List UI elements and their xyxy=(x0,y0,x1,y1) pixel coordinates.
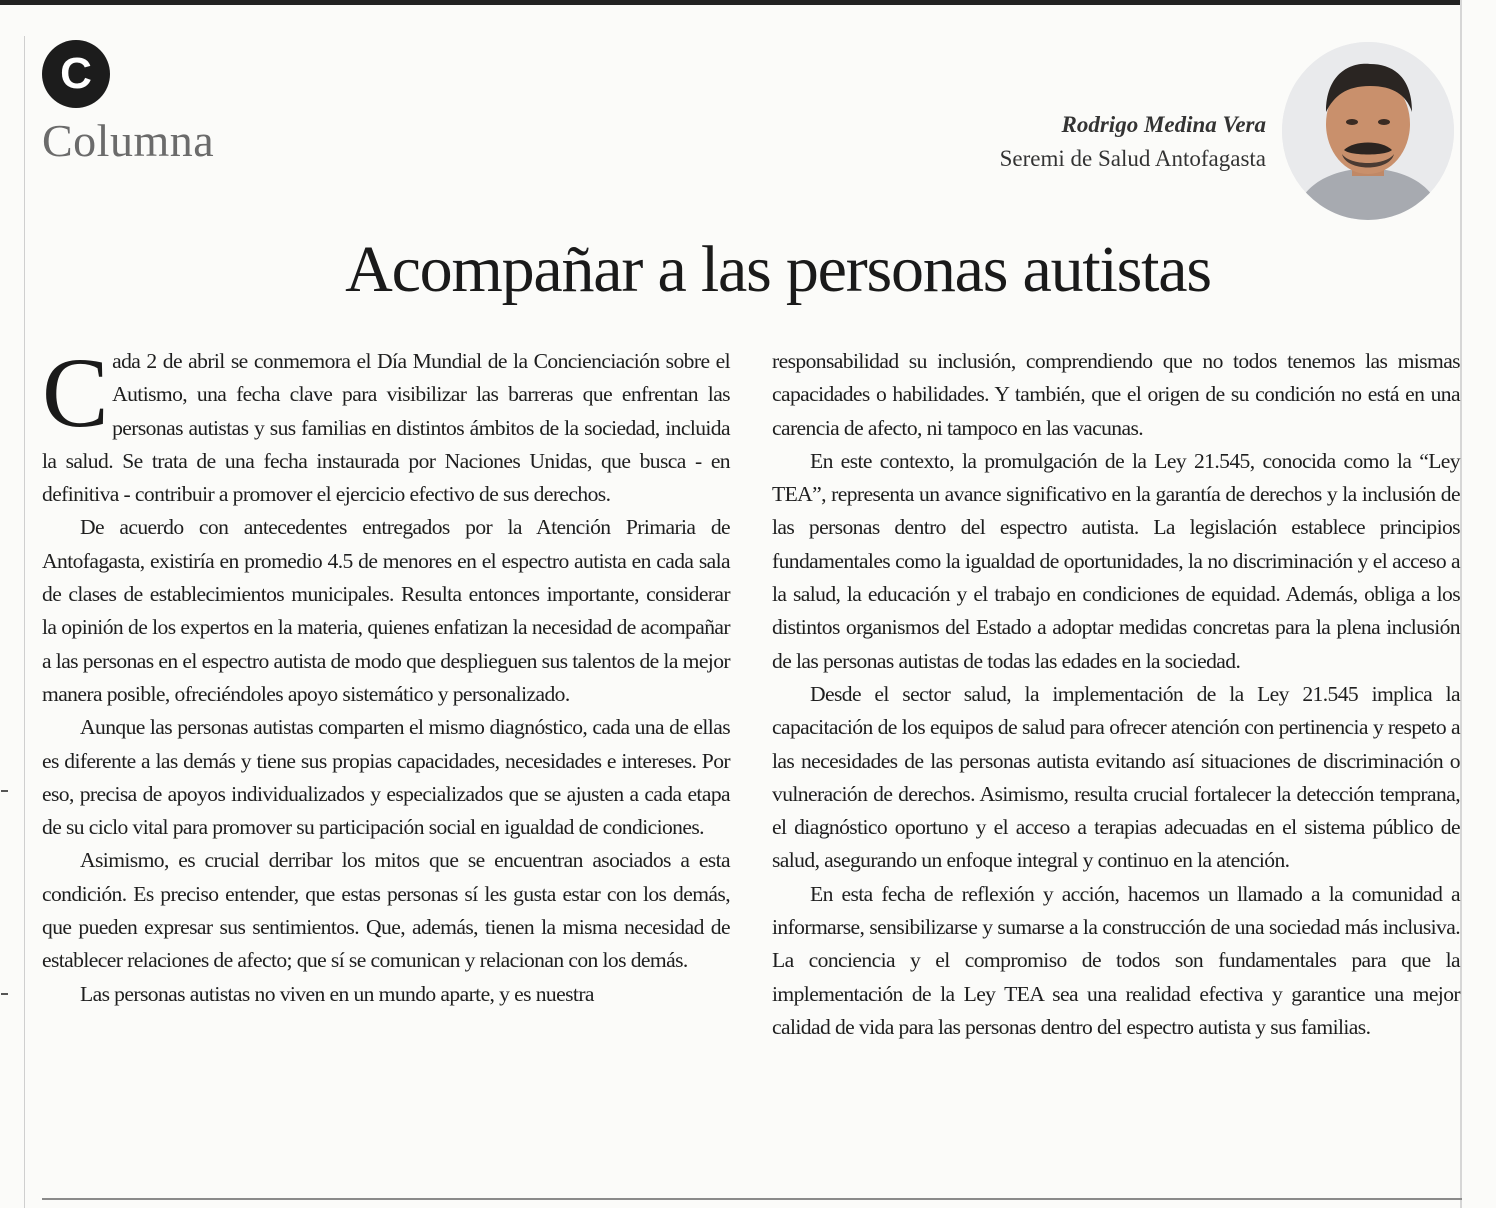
paragraph-5: Las personas autistas no viven en un mundo aparte, y es nuestra xyxy=(80,981,594,1006)
section-title: Columna xyxy=(42,115,215,166)
paragraph-1 xyxy=(42,337,730,511)
paragraph-4: Asimismo, es crucial derribar los mitos que se encuentran asociados a esta condición. Es preciso entender, que estas personas sí les gusta estar con los demás, que pueden expresar sus sentimientos. Que, además, tienen la misma necesidad de establecer relaciones de afecto; que sí se comunican y relacionan con los demás. xyxy=(42,848,730,973)
article-column-1 xyxy=(42,337,730,1011)
author-role: Seremi de Salud Antofagasta xyxy=(999,146,1266,171)
article-headline: Acompañar a las personas autistas xyxy=(345,233,1211,306)
author-portrait-icon xyxy=(1282,42,1454,220)
paragraph-8: En esta fecha de reflexión y acción, hacemos un llamado a la comunidad a informarse, sensibilizarse y sumarse a la construcción de una sociedad más inclusiva. La conciencia y el compromiso de todos son fundamentales para que la implementación de la Ley TEA sea una realidad efectiva y garantice una mejor calidad de vida para las personas dentro del espectro autista y sus familias. xyxy=(772,881,1460,1039)
margin-tick xyxy=(1,790,8,792)
paragraph-1-text: ada 2 de abril se conmemora el Día Mundial de la Concienciación sobre el Autismo, una fecha clave para visibilizar las barreras que enfrentan las personas autistas y sus familias en distintos ámbitos de la sociedad, incluida la salud. Se trata de una fecha instaurada por Naciones Unidas, que busca - en definitiva - contribuir a promover el ejercicio efectivo de sus derechos. xyxy=(42,349,730,507)
paragraph-5-continued: responsabilidad su inclusión, comprendiendo que no todos tenemos las mismas capacidades o habilidades. Y también, que el origen de su condición no está en una carencia de afecto, ni tampoco en las vacunas. xyxy=(772,349,1460,440)
drop-cap: C xyxy=(42,337,109,448)
author-avatar xyxy=(1282,42,1454,220)
paragraph-7: Desde el sector salud, la implementación de la Ley 21.545 implica la capacitación de los equipos de salud para ofrecer atención con pertinencia y respeto a las necesidades de las personas autista evitando así situaciones de discriminación o vulneración de derechos. Asimismo, resulta crucial fortalecer la detección temprana, el diagnóstico oportuno y el acceso a terapias adecuadas en el sistema público de salud, asegurando un enfoque integral y continuo en la atención. xyxy=(772,681,1460,873)
margin-tick xyxy=(1,993,8,995)
article-column-2 xyxy=(772,345,1460,1044)
bottom-rule xyxy=(42,1198,1462,1200)
paragraph-2: De acuerdo con antecedentes entregados por la Atención Primaria de Antofagasta, existiría en promedio 4.5 de menores en el espectro autista en cada sala de clases de establecimientos municipales. Resulta entonces importante, considerar la opinión de los expertos en la materia, quienes enfatizan la necesidad de acompañar a las personas en el espectro autista de modo que desplieguen sus talentos de la mejor manera posible, ofreciéndoles apoyo sistemático y personalizado. xyxy=(42,515,730,706)
paragraph-3: Aunque las personas autistas comparten el mismo diagnóstico, cada una de ellas es diferente a las demás y tiene sus propias capacidades, necesidades e intereses. Por eso, precisa de apoyos individualizados y especializados que se ajusten a cada etapa de su ciclo vital para promover su participación social en igualdad de condiciones. xyxy=(42,715,730,840)
section-badge-letter: C xyxy=(60,49,92,98)
top-rule xyxy=(0,0,1460,5)
paragraph-6: En este contexto, la promulgación de la Ley 21.545, conocida como la “Ley TEA”, representa un avance significativo en la garantía de derechos y la inclusión de las personas dentro del espectro autista. La legislación establece principios fundamentales como la igualdad de oportunidades, la no discriminación y el acceso a la salud, la educación y el trabajo en condiciones de equidad. Además, obliga a los distintos organismos del Estado a adoptar medidas concretas para la plena inclusión de las personas autistas de todas las edades en la sociedad. xyxy=(772,448,1460,673)
section-badge-icon xyxy=(42,40,110,108)
page-edge-rule xyxy=(1460,0,1462,1208)
author-name: Rodrigo Medina Vera xyxy=(1061,112,1266,137)
left-margin-rule xyxy=(24,36,25,1208)
